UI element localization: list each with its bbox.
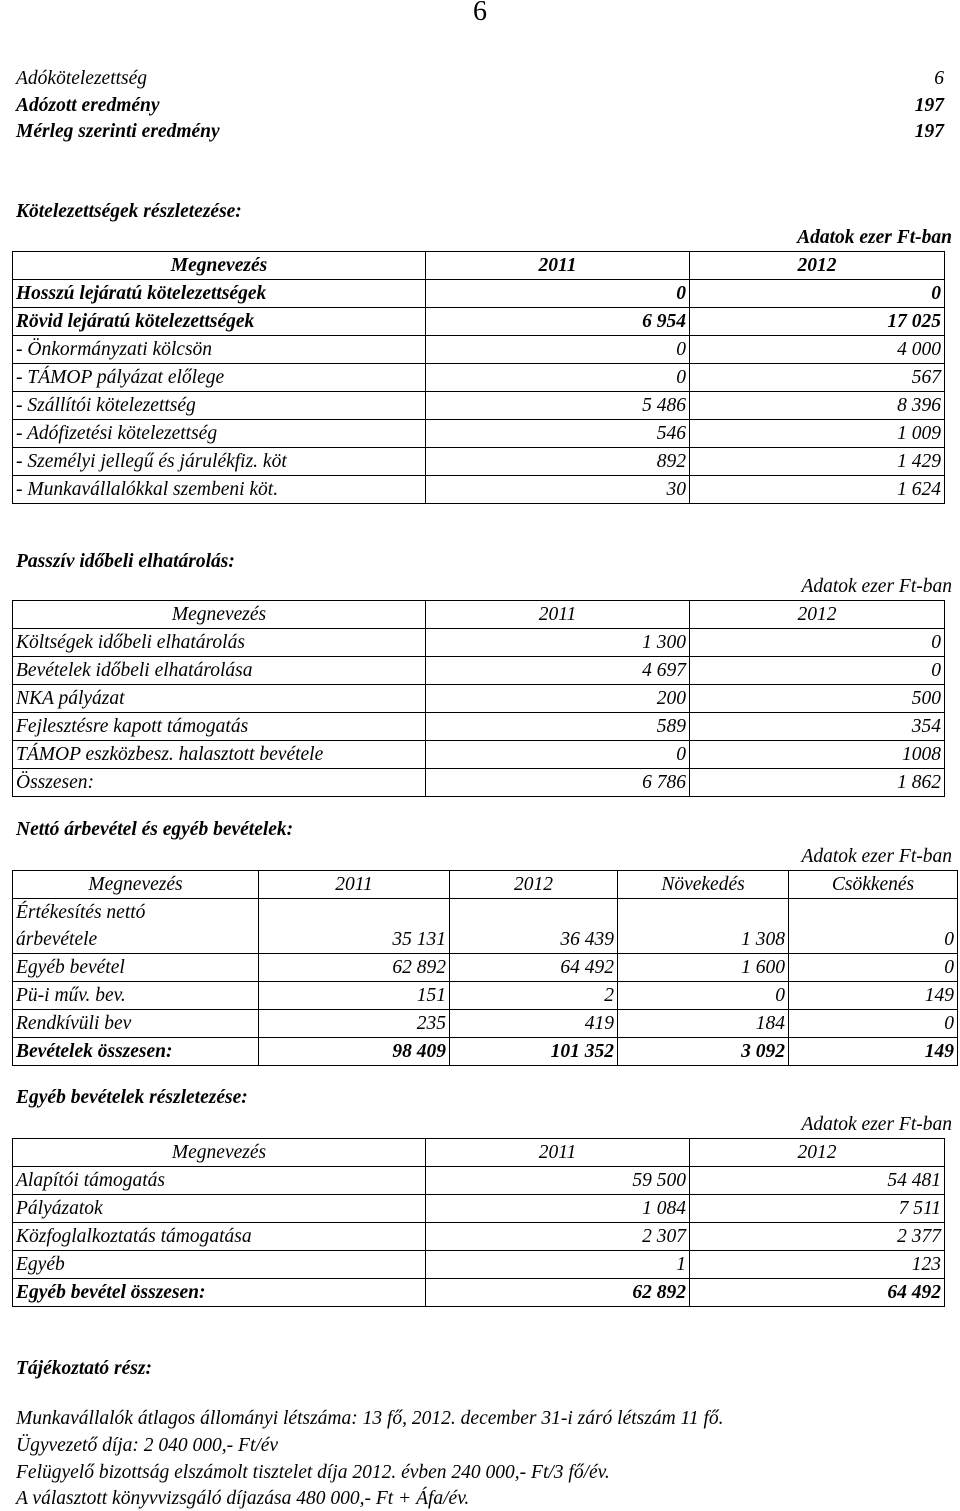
row-2011: 98 409	[259, 1038, 450, 1066]
info-heading: Tájékoztató rész:	[16, 1358, 152, 1379]
row-2011: 892	[426, 448, 690, 476]
summary-value: 197	[914, 121, 944, 142]
table-row	[13, 769, 945, 797]
row-2012: 4 000	[690, 336, 945, 364]
liabilities-unit: Adatok ezer Ft-ban	[797, 227, 952, 248]
row-name: Költségek időbeli elhatárolás	[13, 629, 426, 657]
row-2011: 0	[426, 280, 690, 308]
table-row	[13, 657, 945, 685]
row-2012: 17 025	[690, 308, 945, 336]
table-total-row	[13, 1038, 958, 1066]
row-name: Egyéb	[13, 1251, 426, 1279]
row-increase: 184	[618, 1010, 789, 1038]
row-name: Rendkívüli bev	[13, 1010, 259, 1038]
row-2012: 7 511	[690, 1195, 945, 1223]
row-2011: 1 084	[426, 1195, 690, 1223]
col-header-name: Megnevezés	[13, 1139, 426, 1167]
summary-value: 197	[914, 95, 944, 116]
row-2011: 62 892	[426, 1279, 690, 1307]
row-name: Fejlesztésre kapott támogatás	[13, 713, 426, 741]
table-row	[13, 954, 958, 982]
row-name-line-2: árbevétele	[16, 929, 98, 950]
table-row	[13, 685, 945, 713]
row-name: - Adófizetési kötelezettség	[13, 420, 426, 448]
row-2012: 419	[450, 1010, 618, 1038]
col-header-2012: 2012	[690, 601, 945, 629]
row-name: - Önkormányzati kölcsön	[13, 336, 426, 364]
table-row	[13, 1195, 945, 1223]
row-name: - Munkavállalókkal szembeni köt.	[13, 476, 426, 504]
row-2011: 6 786	[426, 769, 690, 797]
row-name: Alapítói támogatás	[13, 1167, 426, 1195]
row-name: - TÁMOP pályázat előlege	[13, 364, 426, 392]
table-header-row	[13, 601, 945, 629]
table-row	[13, 392, 945, 420]
table-total-row	[13, 1279, 945, 1307]
row-decrease: 149	[789, 1038, 958, 1066]
summary-value: 6	[934, 68, 944, 89]
col-header-2012: 2012	[690, 1139, 945, 1167]
col-header-decrease: Csökkenés	[789, 871, 958, 899]
row-increase: 1 600	[618, 954, 789, 982]
row-increase: 3 092	[618, 1038, 789, 1066]
row-decrease: 0	[789, 899, 958, 954]
row-2012: 101 352	[450, 1038, 618, 1066]
row-2011: 0	[426, 336, 690, 364]
row-name: Közfoglalkoztatás támogatása	[13, 1223, 426, 1251]
col-header-2012: 2012	[690, 252, 945, 280]
row-2011: 62 892	[259, 954, 450, 982]
row-2012: 1 624	[690, 476, 945, 504]
summary-label: Mérleg szerinti eredmény	[16, 121, 220, 142]
other-income-heading: Egyéb bevételek részletezése:	[16, 1087, 248, 1108]
row-2012: 2	[450, 982, 618, 1010]
row-2011: 4 697	[426, 657, 690, 685]
table-row	[13, 713, 945, 741]
row-2011: 1 300	[426, 629, 690, 657]
row-2011: 546	[426, 420, 690, 448]
summary-label: Adózott eredmény	[16, 95, 160, 116]
row-name: - Szállítói kötelezettség	[13, 392, 426, 420]
row-2011: 200	[426, 685, 690, 713]
table-row	[13, 420, 945, 448]
row-2012: 1 429	[690, 448, 945, 476]
row-name	[13, 899, 259, 954]
table-row	[13, 336, 945, 364]
table-row	[13, 364, 945, 392]
table-row	[13, 280, 945, 308]
table-header-row	[13, 252, 945, 280]
row-2012: 354	[690, 713, 945, 741]
col-header-name: Megnevezés	[13, 601, 426, 629]
table-row	[13, 899, 958, 954]
row-name: - Személyi jellegű és járulékfiz. köt	[13, 448, 426, 476]
summary-row	[16, 95, 944, 117]
info-line: Ügyvezető díja: 2 040 000,- Ft/év	[16, 1435, 279, 1456]
row-2012: 1008	[690, 741, 945, 769]
row-2012: 0	[690, 657, 945, 685]
row-2012: 64 492	[450, 954, 618, 982]
row-2011: 235	[259, 1010, 450, 1038]
summary-label: Adókötelezettség	[16, 68, 148, 89]
summary-row	[16, 121, 944, 143]
col-header-2011: 2011	[259, 871, 450, 899]
row-2011: 2 307	[426, 1223, 690, 1251]
row-name: NKA pályázat	[13, 685, 426, 713]
row-2012: 0	[690, 280, 945, 308]
row-2012: 500	[690, 685, 945, 713]
info-line: A választott könyvvizsgáló díjazása 480 000,- Ft + Áfa/év.	[16, 1488, 470, 1509]
row-decrease: 0	[789, 1010, 958, 1038]
row-2012: 36 439	[450, 899, 618, 954]
table-row	[13, 308, 945, 336]
table-header-row	[13, 1139, 945, 1167]
row-2011: 30	[426, 476, 690, 504]
col-header-2011: 2011	[426, 252, 690, 280]
row-name: Hosszú lejáratú kötelezettségek	[13, 280, 426, 308]
row-name-line-1: Értékesítés nettó	[16, 902, 146, 923]
table-row	[13, 448, 945, 476]
col-header-2011: 2011	[426, 1139, 690, 1167]
row-name: Összesen:	[13, 769, 426, 797]
row-name: Rövid lejáratú kötelezettségek	[13, 308, 426, 336]
page-number: 6	[473, 0, 487, 27]
row-name: Bevételek időbeli elhatárolása	[13, 657, 426, 685]
col-header-name: Megnevezés	[13, 871, 259, 899]
row-decrease: 149	[789, 982, 958, 1010]
row-2012: 123	[690, 1251, 945, 1279]
revenue-table	[12, 870, 958, 1066]
row-2011: 151	[259, 982, 450, 1010]
row-2011: 6 954	[426, 308, 690, 336]
table-row	[13, 1251, 945, 1279]
row-2011: 0	[426, 364, 690, 392]
row-2012: 54 481	[690, 1167, 945, 1195]
table-header-row	[13, 871, 958, 899]
row-2011: 1	[426, 1251, 690, 1279]
table-row	[13, 982, 958, 1010]
col-header-2011: 2011	[426, 601, 690, 629]
summary-row	[16, 68, 944, 90]
deferrals-heading: Passzív időbeli elhatárolás:	[16, 551, 235, 572]
row-increase: 1 308	[618, 899, 789, 954]
row-2012: 64 492	[690, 1279, 945, 1307]
liabilities-heading: Kötelezettségek részletezése:	[16, 201, 242, 222]
col-header-increase: Növekedés	[618, 871, 789, 899]
row-2012: 8 396	[690, 392, 945, 420]
liabilities-table	[12, 251, 945, 504]
row-2011: 35 131	[259, 899, 450, 954]
table-row	[13, 741, 945, 769]
table-row	[13, 629, 945, 657]
table-row	[13, 1223, 945, 1251]
other-income-table	[12, 1138, 945, 1307]
row-name: TÁMOP eszközbesz. halasztott bevétele	[13, 741, 426, 769]
row-2011: 0	[426, 741, 690, 769]
row-increase: 0	[618, 982, 789, 1010]
row-2011: 5 486	[426, 392, 690, 420]
row-2012: 1 009	[690, 420, 945, 448]
row-name: Pályázatok	[13, 1195, 426, 1223]
row-2012: 0	[690, 629, 945, 657]
row-name: Bevételek összesen:	[13, 1038, 259, 1066]
row-2012: 1 862	[690, 769, 945, 797]
col-header-2012: 2012	[450, 871, 618, 899]
info-line: Munkavállalók átlagos állományi létszáma: 13 fő, 2012. december 31-i záró létszám 11 fő.	[16, 1408, 724, 1429]
other-income-unit: Adatok ezer Ft-ban	[801, 1114, 952, 1135]
row-name: Pü-i műv. bev.	[13, 982, 259, 1010]
deferrals-unit: Adatok ezer Ft-ban	[801, 576, 952, 597]
table-row	[13, 1167, 945, 1195]
table-row	[13, 1010, 958, 1038]
row-2011: 59 500	[426, 1167, 690, 1195]
row-name: Egyéb bevétel összesen:	[13, 1279, 426, 1307]
row-2012: 567	[690, 364, 945, 392]
row-2011: 589	[426, 713, 690, 741]
row-name: Egyéb bevétel	[13, 954, 259, 982]
row-2012: 2 377	[690, 1223, 945, 1251]
table-row	[13, 476, 945, 504]
col-header-name: Megnevezés	[13, 252, 426, 280]
revenue-unit: Adatok ezer Ft-ban	[801, 846, 952, 867]
row-decrease: 0	[789, 954, 958, 982]
deferrals-table	[12, 600, 945, 797]
info-line: Felügyelő bizottság elszámolt tisztelet díja 2012. évben 240 000,- Ft/3 fő/év.	[16, 1462, 610, 1483]
revenue-heading: Nettó árbevétel és egyéb bevételek:	[16, 819, 294, 840]
